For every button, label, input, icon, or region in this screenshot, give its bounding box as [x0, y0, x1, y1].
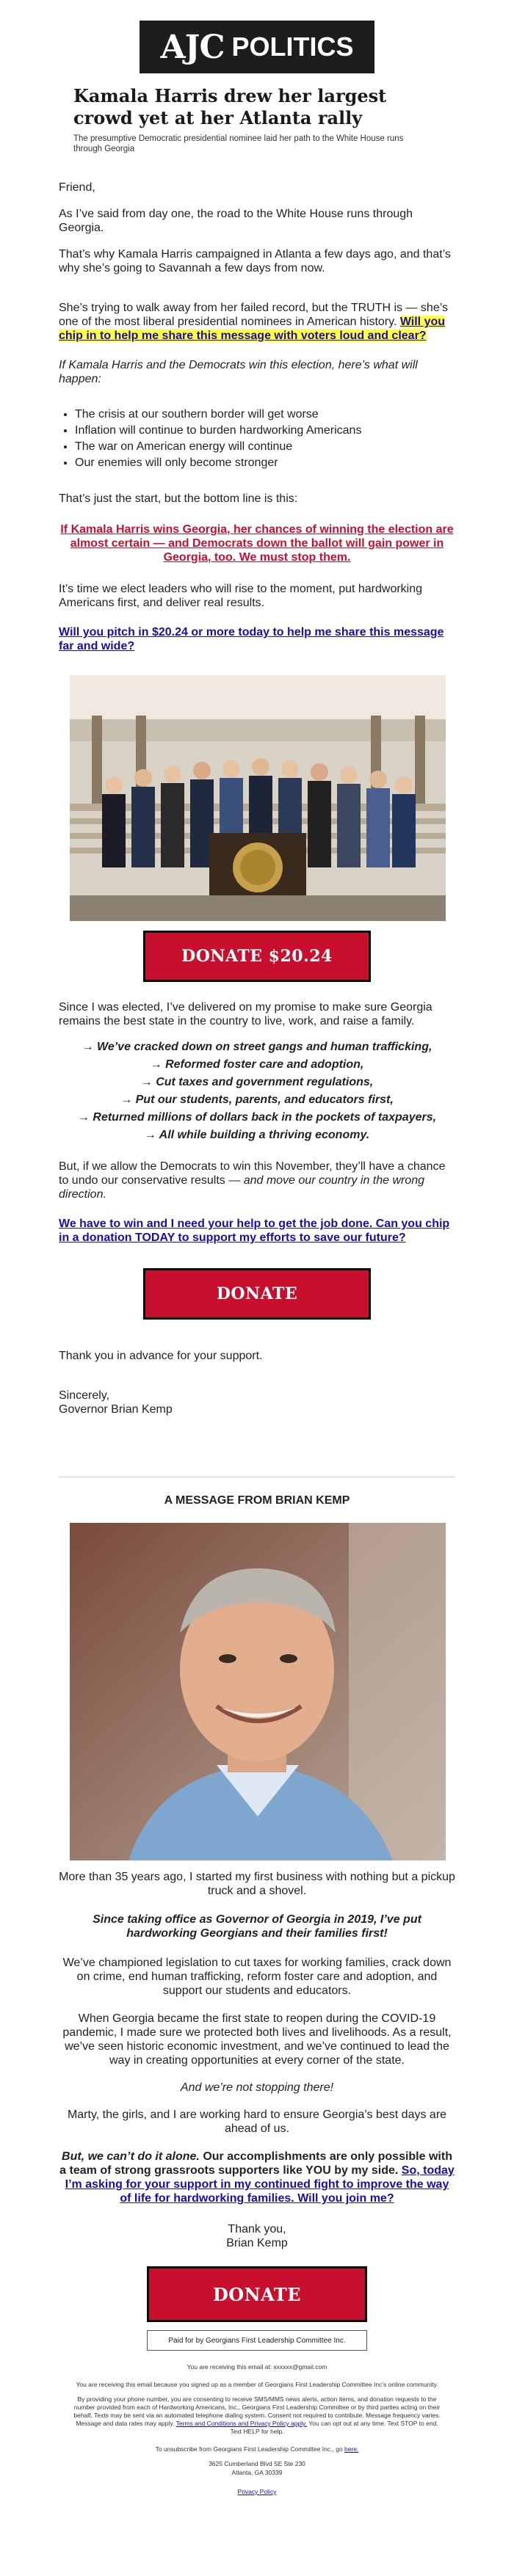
sms-legal-text: By providing your phone number, you are consenting to receive SMS/MMS news alerts, action items, and donation requests to the number provided from each of Hardworking Americans, Inc., Georgians First Leadership Committee or by third parties acting on their behalf. Texts may be sent via an automated telephone dialing system. Consent not required to contribute. Message frequency varies. Message and data rates may apply. — [73, 2395, 441, 2427]
paragraph-undo-results-text: But, if we allow the Democrats to win this November, they’ll have a chance to undo our conservative results — — [59, 1160, 446, 1187]
donate-20-24-button[interactable]: DONATE $20.24 — [143, 931, 371, 982]
paid-for-disclaimer: Paid for by Georgians First Leadership Committee Inc. — [147, 2330, 367, 2351]
unsubscribe-notice — [73, 2445, 441, 2453]
list-item: → Reformed foster care and adoption, — [150, 1058, 364, 1071]
accomplishments-list — [59, 1038, 455, 1144]
chip-in-donation-link[interactable]: We have to win and I need your help to get the job done. Can you chip in a donation TODAY to support my efforts to save our future? — [59, 1218, 450, 1244]
paragraph-road-to-white-house: As I’ve said from day one, the road to the White House runs through Georgia. — [59, 208, 413, 234]
unsubscribe-text: To unsubscribe from Georgians First Leadership Committee Inc., go — [155, 2445, 345, 2453]
list-item: • The war on American energy will continue — [75, 439, 457, 455]
cant-do-it-alone-paragraph — [59, 2150, 455, 2205]
join-me-link[interactable]: So, today I’m asking for your support in my continued fight to improve the way of life for hardworking families. Will you join me? — [65, 2164, 455, 2205]
closing-name: Brian Kemp — [226, 2237, 288, 2249]
paragraph-atlanta-savannah: That’s why Kamala Harris campaigned in Atlanta a few days ago, and that’s why she’s going to Savannah a few days from now. — [59, 248, 451, 274]
paragraph-liberal-record — [59, 301, 455, 343]
paragraph-undo-results-italic: and move our country in the wrong direction. — [59, 1174, 425, 1201]
brian-kemp-portrait — [70, 1523, 446, 1860]
article-subhead: The presumptive Democratic presidential nominee laid her path to the White House runs through Georgia — [73, 134, 404, 153]
signoff: Sincerely, — [59, 1389, 110, 1402]
email-address-notice: You are receiving this email at: xxxxxx@gmail.com — [187, 2363, 327, 2371]
list-item: → Put our students, parents, and educators first, — [120, 1094, 394, 1106]
sms-legal-notice — [73, 2395, 441, 2436]
list-item: • Inflation will continue to burden hardworking Americans — [75, 423, 457, 439]
not-stopping-text: And we’re not stopping there! — [180, 2081, 334, 2094]
rally-group-photo[interactable] — [70, 675, 446, 921]
politics-logo-text: POLITICS — [231, 32, 354, 62]
covid-reopen-text: When Georgia became the first state to reopen during the COVID-19 pandemic, I made sure we protected both lives and livelihoods. As a result, we’ve seen historic economic investment, and we’ve continued to lead the way in creating opportunities at every corner of the state. — [62, 2012, 452, 2067]
terms-link[interactable]: Terms and Conditions and Privacy Policy apply. — [175, 2420, 308, 2427]
legislation-text: We’ve championed legislation to cut taxes for working families, crack down on crime, end human trafficking, reform foster care and adoption, and support our students and educators. — [62, 1957, 452, 1997]
consequences-list — [59, 407, 457, 471]
pitch-in-link[interactable]: Will you pitch in $20.24 or more today to help me share this message far and wide? — [59, 626, 444, 652]
red-callout-link[interactable]: If Kamala Harris wins Georgia, her chances of winning the election are almost certain — and Democrats down the ballot will gain power in Georgia, too. We must stop them. — [60, 523, 454, 564]
best-days-text: Marty, the girls, and I are working hard to ensure Georgia’s best days are ahead of us. — [67, 2109, 447, 2135]
signup-reason-notice: You are receiving this email because you signed up as a member of Georgians First Leadership Committee Inc’s online community. — [76, 2381, 438, 2388]
address-line-2: Atlanta, GA 30339 — [231, 2469, 283, 2476]
grassroots-text: Our accomplishments are only possible with a team of strong grassroots supporters like YOU by my side. — [59, 2150, 452, 2177]
ajc-logo-text: AJC — [160, 28, 225, 66]
paragraph-liberal-record-text: She’s trying to walk away from her failed record, but the TRUTH is — she’s one of the most liberal presidential nominees in American history. — [59, 302, 448, 328]
privacy-policy-link[interactable]: Privacy Policy — [237, 2488, 277, 2495]
donate-button-bottom[interactable]: DONATE — [147, 2266, 367, 2322]
list-item: → Cut taxes and government regulations, — [140, 1076, 374, 1088]
thanks-text: Thank you in advance for your support. — [59, 1350, 263, 1362]
ajc-politics-logo[interactable] — [140, 21, 374, 73]
unsubscribe-link[interactable]: here. — [344, 2445, 359, 2453]
donate-button[interactable]: DONATE — [143, 1268, 371, 1320]
list-item: • Our enemies will only become stronger — [75, 455, 457, 471]
signature: Governor Brian Kemp — [59, 1403, 173, 1416]
list-item: → We’ve cracked down on street gangs and human trafficking, — [82, 1041, 432, 1053]
list-item: → Returned millions of dollars back in the pockets of taxpayers, — [77, 1111, 437, 1124]
message-heading: A MESSAGE FROM BRIAN KEMP — [164, 1494, 350, 1507]
paragraph-bottom-line: That’s just the start, but the bottom line is this: — [59, 492, 298, 505]
address-line-1: 3625 Cumberland Blvd SE Ste 230 — [209, 2460, 305, 2467]
chip-in-link[interactable]: Will you chip in to help me share this message with voters loud and clear? — [59, 316, 446, 342]
greeting: Friend, — [59, 181, 95, 194]
list-item: → All while building a thriving economy. — [144, 1129, 370, 1141]
paragraph-elect-leaders: It’s time we elect leaders who will rise to the moment, put hardworking Americans first, and deliver real results. — [59, 583, 423, 609]
sms-legal-text-end: You can opt out at any time. Text STOP to end. Text HELP for help. — [230, 2420, 438, 2435]
article-headline: Kamala Harris drew her largest crowd yet at her Atlanta rally — [73, 85, 387, 128]
closing-thanks: Thank you, — [228, 2223, 286, 2235]
cant-do-it-alone-text: But, we can’t do it alone. — [62, 2150, 200, 2163]
paragraph-undo-results — [59, 1160, 455, 1201]
paragraph-if-harris-wins: If Kamala Harris and the Democrats win this election, here’s what will happen: — [59, 359, 418, 385]
list-item: • The crisis at our southern border will get worse — [75, 407, 457, 423]
first-business-text: More than 35 years ago, I started my first business with nothing but a pickup truck and a shovel. — [59, 1871, 455, 1897]
paragraph-delivered-promise: Since I was elected, I’ve delivered on my promise to make sure Georgia remains the best state in the country to live, work, and raise a family. — [59, 1001, 432, 1027]
governor-since-2019-text: Since taking office as Governor of Georgia in 2019, I’ve put hardworking Georgians and their families first! — [93, 1913, 421, 1940]
